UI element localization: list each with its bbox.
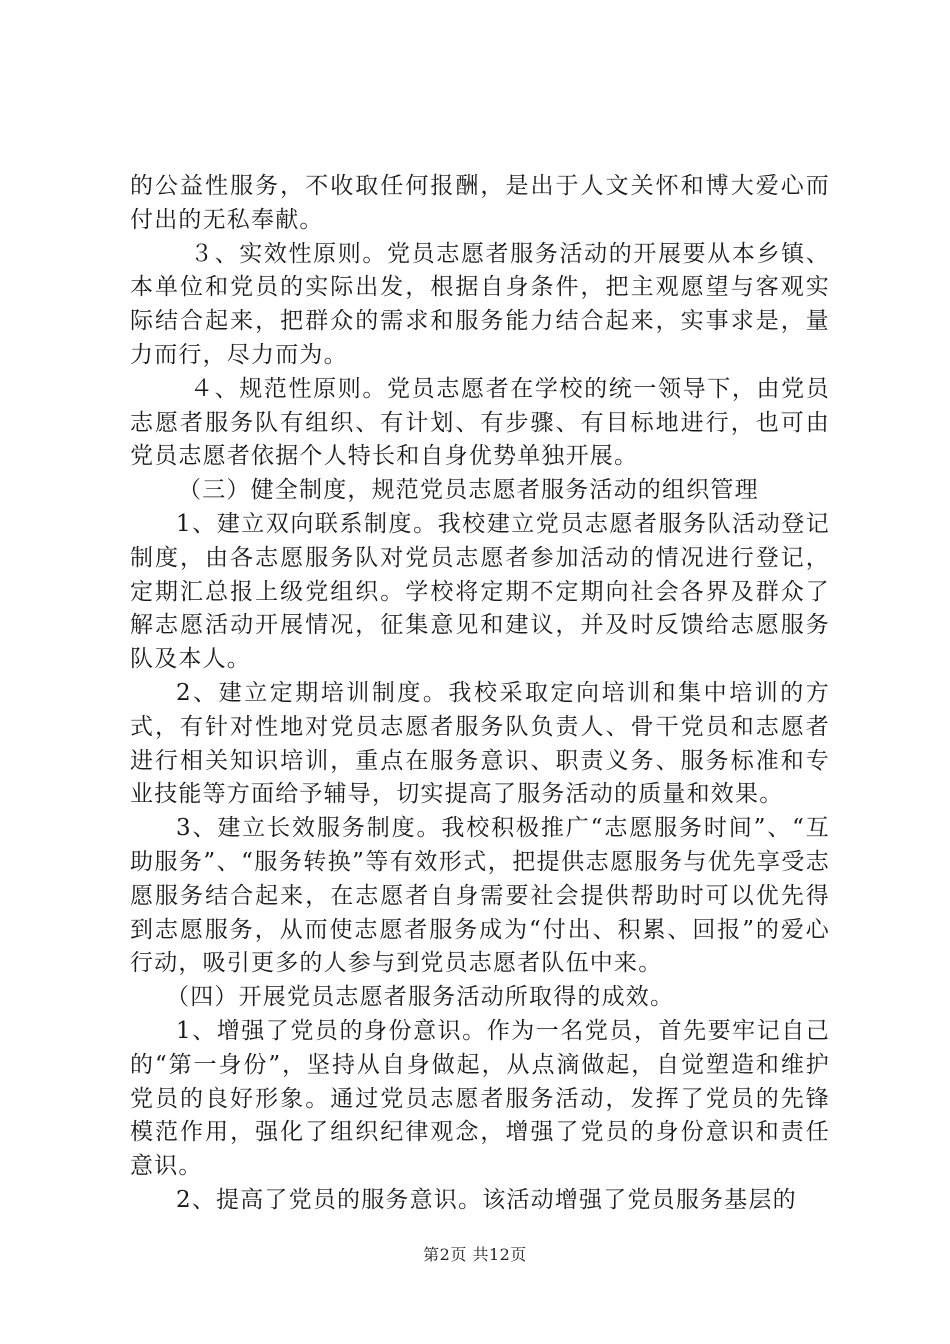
paragraph: ４、规范性原则。党员志愿者在学校的统一领导下，由党员志愿者服务队有组织、有计划、有步骤、有目标地进行，也可由党员志愿者依据个人特长和自身优势单独开展。: [130, 375, 830, 470]
paragraph: 2、提高了党员的服务意识。该活动增强了党员服务基层的: [176, 1186, 797, 1213]
section-heading: （三）健全制度，规范党员志愿者服务活动的组织管理: [178, 477, 759, 504]
paragraph: 1、建立双向联系制度。我校建立党员志愿者服务队活动登记制度，由各志愿服务队对党员志愿者参加活动的情况进行登记，定期汇总报上级党组织。学校将定期不定期向社会各界及群众了解志愿活动开展情况，征集意见和建议，并及时反馈给志愿服务队及本人。: [130, 510, 830, 673]
document-body: [130, 170, 830, 1218]
paragraph: 3、建立长效服务制度。我校积极推广“志愿服务时间”、“互助服务”、“服务转换”等有效形式，把提供志愿服务与优先享受志愿服务结合起来，在志愿者自身需要社会提供帮助时可以优先得到志愿服务，从而使志愿者服务成为“付出、积累、回报”的爱心行动，吸引更多的人参与到党员志愿者队伍中来。: [130, 815, 830, 977]
section-heading: （四）开展党员志愿者服务活动所取得的成效。: [166, 984, 675, 1011]
page-number-footer: 第2页 共12页: [423, 1245, 527, 1264]
paragraph: 1、增强了党员的身份意识。作为一名党员，首先要牢记自己的“第一身份”，坚持从自身做起，从点滴做起，自觉塑造和维护党员的良好形象。通过党员志愿者服务活动，发挥了党员的先锋模范作用，强化了组织纪律观念，增强了党员的身份意识和责任意识。: [130, 1017, 830, 1180]
paragraph: 的公益性服务，不收取任何报酬，是出于人文关怀和博大爱心而付出的无私奉献。: [130, 173, 830, 233]
paragraph: ３、实效性原则。党员志愿者服务活动的开展要从本乡镇、本单位和党员的实际出发，根据自身条件，把主观愿望与客观实际结合起来，把群众的需求和服务能力结合起来，实事求是，量力而行，尽力而为。: [130, 240, 830, 368]
paragraph: 2、建立定期培训制度。我校采取定向培训和集中培训的方式，有针对性地对党员志愿者服务队负责人、骨干党员和志愿者进行相关知识培训，重点在服务意识、职责义务、服务标准和专业技能等方面给予辅导，切实提高了服务活动的质量和效果。: [130, 679, 830, 808]
